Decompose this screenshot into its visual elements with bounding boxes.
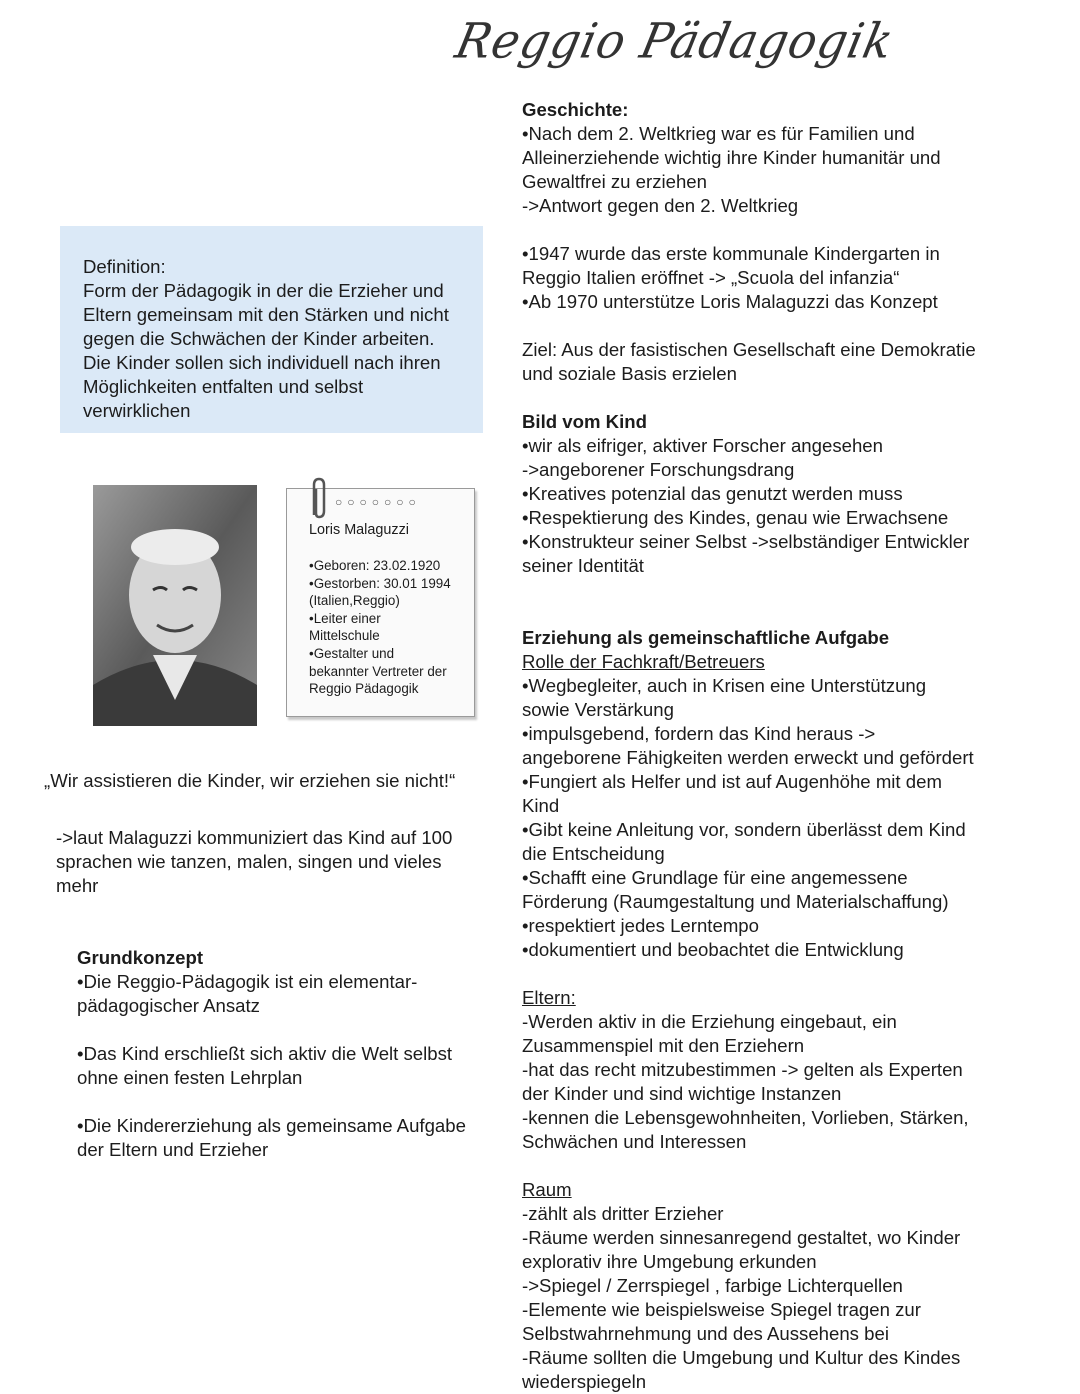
erziehung-line: •respektiert jedes Lerntempo <box>522 915 759 936</box>
hundred-languages-text: ->laut Malaguzzi kommuniziert das Kind auf 100 sprachen wie tanzen, malen, singen und vieles mehr <box>56 827 453 896</box>
raum-heading: Raum <box>522 1179 572 1200</box>
note-line: •Geboren: 23.02.1920 <box>309 558 441 573</box>
geschichte-line: ->Antwort gegen den 2. Weltkrieg <box>522 195 799 216</box>
erziehung-line: •Gibt keine Anleitung vor, sondern überlässt dem Kind <box>522 819 966 840</box>
raum-line: -Räume werden sinnesanregend gestaltet, wo Kinder <box>522 1227 961 1248</box>
bild-line: •Respektierung des Kindes, genau wie Erwachsene <box>522 507 949 528</box>
note-line: •Leiter einer <box>309 610 381 626</box>
note-line: (Italien,Reggio) <box>309 593 400 609</box>
paperclip-icon <box>307 477 331 521</box>
erziehung-line: sowie Verstärkung <box>522 699 674 720</box>
definition-text: Form der Pädagogik in der die Erzieher und Eltern gemeinsam mit den Stärken und nicht gegen die Schwächen der Kinder arbeiten. Die Kinder sollen sich individuell nach ihren Möglichkeiten entfalten und selbst verwirklichen <box>83 280 449 421</box>
geschichte-line: Gewaltfrei zu erziehen <box>522 171 707 192</box>
ziel-line: und soziale Basis erzielen <box>522 363 737 384</box>
bild-line: •wir als eifriger, aktiver Forscher angesehen <box>522 435 883 456</box>
erziehung-line: angeborene Fähigkeiten werden erweckt und gefördert <box>522 747 974 768</box>
raum-line: -Räume sollten die Umgebung und Kultur des Kindes <box>522 1347 961 1368</box>
raum-line: -Elemente wie beispielsweise Spiegel tragen zur <box>522 1299 921 1320</box>
biography-note <box>286 488 475 717</box>
note-line: Reggio Pädagogik <box>309 681 419 697</box>
geschichte-line: Reggio Italien eröffnet -> „Scuola del infanzia“ <box>522 267 900 288</box>
raum-line: -zählt als dritter Erzieher <box>522 1203 724 1224</box>
malaguzzi-quote: „Wir assistieren die Kinder, wir erziehen sie nicht!“ <box>44 770 456 791</box>
grundkonzept-item: •Die Reggio-Pädagogik ist ein elementar-pädagogischer Ansatz <box>77 971 418 1016</box>
note-name: Loris Malaguzzi <box>309 522 409 538</box>
bild-line: seiner Identität <box>522 555 644 576</box>
geschichte-heading: Geschichte: <box>522 99 629 120</box>
eltern-line: Zusammenspiel mit den Erziehern <box>522 1035 805 1056</box>
raum-line: Selbstwahrnehmung und des Aussehens bei <box>522 1323 889 1344</box>
bild-line: •Konstrukteur seiner Selbst ->selbständiger Entwickler <box>522 531 970 552</box>
geschichte-line: Alleinerziehende wichtig ihre Kinder humanitär und <box>522 147 941 168</box>
raum-line: wiederspiegeln <box>522 1371 647 1392</box>
grundkonzept-heading: Grundkonzept <box>77 947 204 968</box>
bild-line: •Kreatives potenzial das genutzt werden muss <box>522 483 903 504</box>
note-line: •Gestalter und <box>309 645 395 661</box>
erziehung-subheading: Rolle der Fachkraft/Betreuers <box>522 651 765 672</box>
erziehung-line: die Entscheidung <box>522 843 665 864</box>
erziehung-heading: Erziehung als gemeinschaftliche Aufgabe <box>522 627 890 648</box>
erziehung-line: Kind <box>522 795 560 816</box>
ring-holes-icon: ○○○○○○○ <box>335 495 421 509</box>
portrait-photo <box>93 485 257 726</box>
erziehung-line: •Schafft eine Grundlage für eine angemessene <box>522 867 908 888</box>
erziehung-line: •Wegbegleiter, auch in Krisen eine Unterstützung <box>522 675 927 696</box>
raum-line: ->Spiegel / Zerrspiegel , farbige Lichterquellen <box>522 1275 903 1296</box>
grundkonzept-item: •Die Kindererziehung als gemeinsame Aufgabe der Eltern und Erzieher <box>77 1115 466 1160</box>
eltern-line: -hat das recht mitzubestimmen -> gelten als Experten <box>522 1059 963 1080</box>
raum-line: explorativ ihre Umgebung erkunden <box>522 1251 817 1272</box>
eltern-line: Schwächen und Interessen <box>522 1131 747 1152</box>
geschichte-line: •Nach dem 2. Weltkrieg war es für Familien und <box>522 123 915 144</box>
definition-box <box>60 226 483 433</box>
bild-line: ->angeborener Forschungsdrang <box>522 459 795 480</box>
definition-label: Definition: <box>83 256 166 277</box>
erziehung-line: •dokumentiert und beobachtet die Entwicklung <box>522 939 904 960</box>
grundkonzept-section <box>77 946 487 1162</box>
eltern-heading: Eltern: <box>522 987 576 1008</box>
note-line: bekannter Vertreter der <box>309 663 447 679</box>
eltern-line: -Werden aktiv in die Erziehung eingebaut, ein <box>522 1011 897 1032</box>
bild-heading: Bild vom Kind <box>522 411 647 432</box>
eltern-line: -kennen die Lebensgewohnheiten, Vorlieben, Stärken, <box>522 1107 969 1128</box>
erziehung-line: Förderung (Raumgestaltung und Materialschaffung) <box>522 891 949 912</box>
eltern-line: der Kinder und sind wichtige Instanzen <box>522 1083 842 1104</box>
grundkonzept-item: •Das Kind erschließt sich aktiv die Welt selbst ohne einen festen Lehrplan <box>77 1043 453 1088</box>
ziel-line: Ziel: Aus der fasistischen Gesellschaft eine Demokratie <box>522 339 976 360</box>
note-body <box>309 557 477 698</box>
note-line: •Gestorben: 30.01 1994 <box>309 575 451 591</box>
geschichte-line: •Ab 1970 unterstütze Loris Malaguzzi das Konzept <box>522 291 938 312</box>
erziehung-line: •impulsgebend, fordern das Kind heraus -> <box>522 723 876 744</box>
page-title: Reggio Pädagogik <box>450 12 899 69</box>
right-column <box>522 98 1067 1394</box>
erziehung-line: •Fungiert als Helfer und ist auf Augenhöhe mit dem <box>522 771 942 792</box>
note-line: Mittelschule <box>309 628 380 644</box>
geschichte-line: •1947 wurde das erste kommunale Kindergarten in <box>522 243 940 264</box>
